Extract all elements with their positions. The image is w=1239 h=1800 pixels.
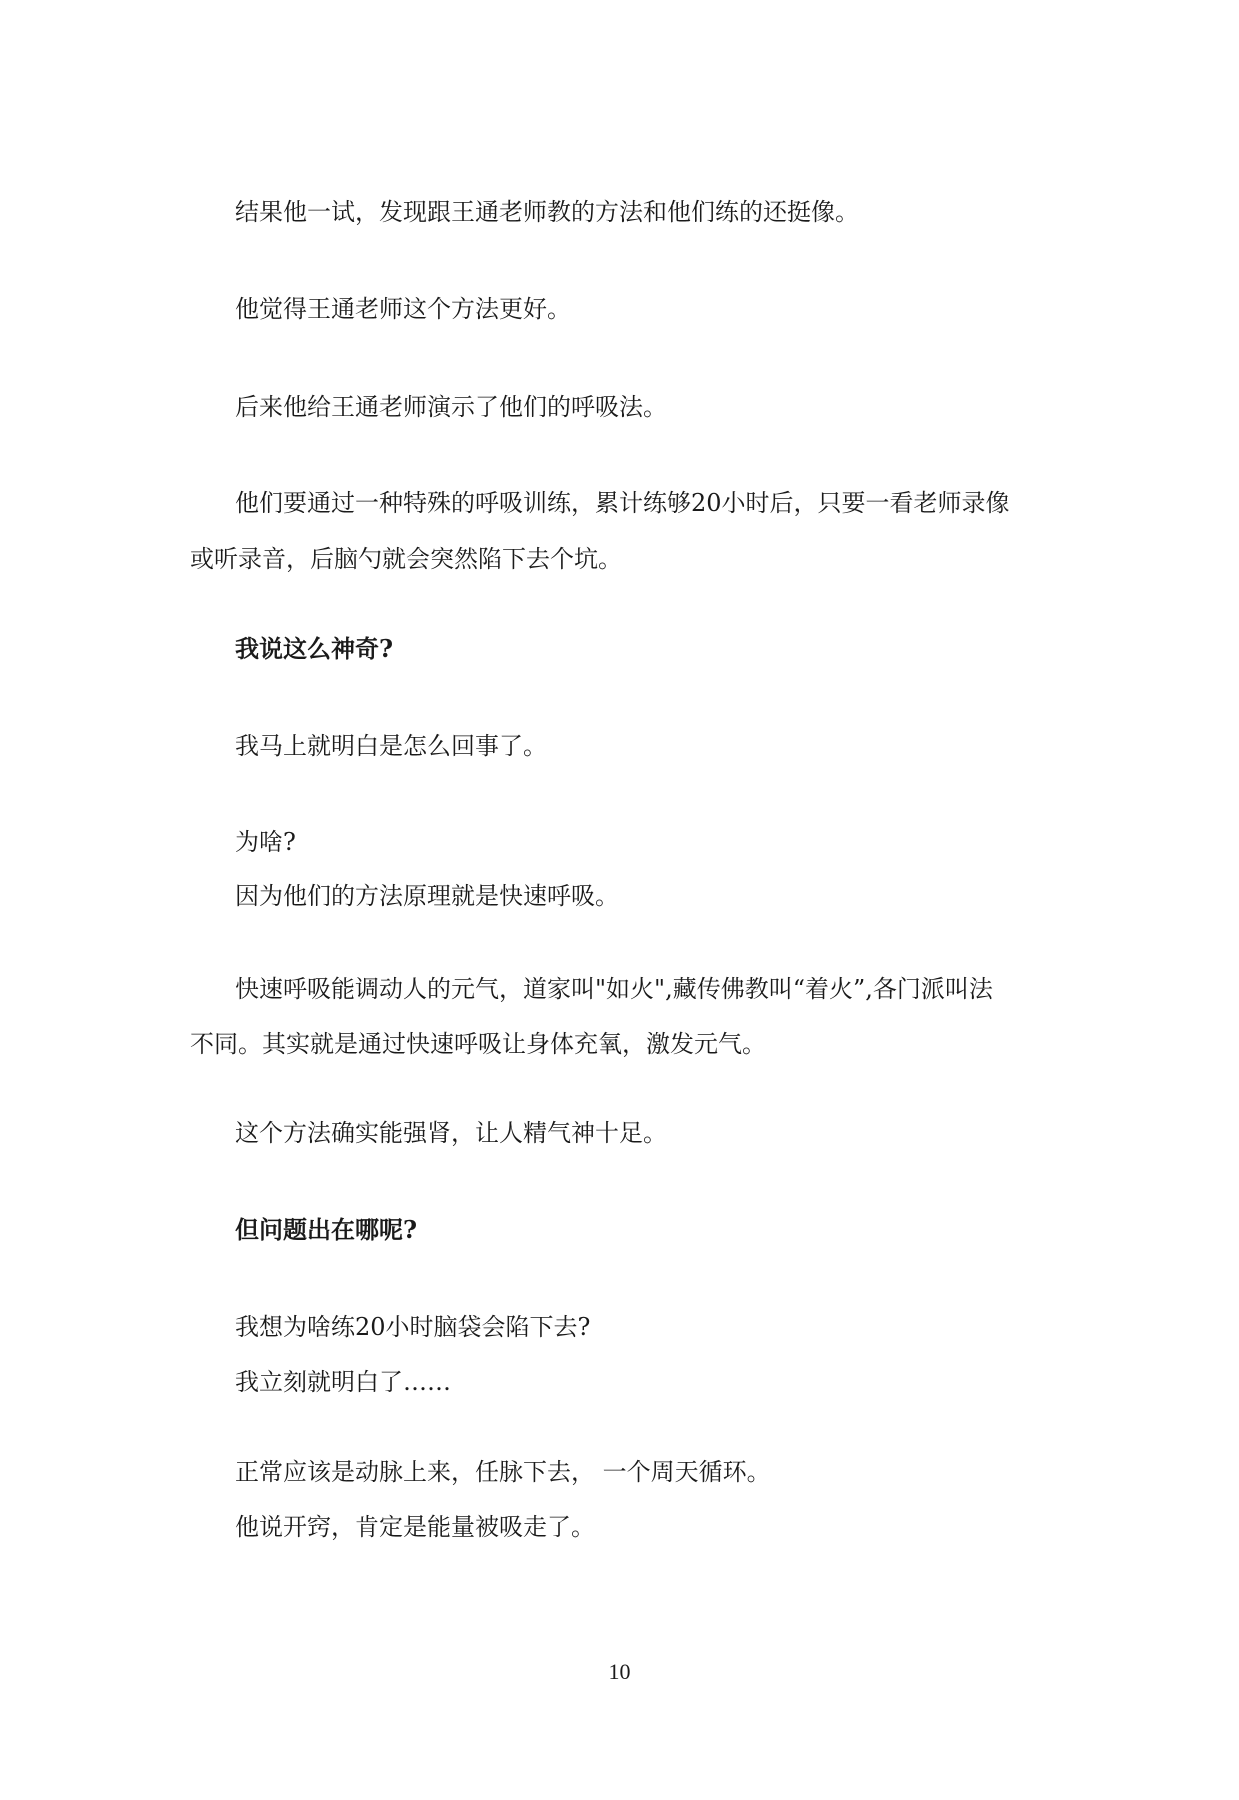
paragraph-line: 因为他们的方法原理就是快速呼吸。: [235, 882, 619, 910]
paragraph-line: 他说开窍，肯定是能量被吸走了。: [235, 1513, 595, 1541]
bold-question: 但问题出在哪呢?: [235, 1215, 418, 1244]
paragraph-line: 我想为啥练20小时脑袋会陷下去?: [235, 1313, 591, 1341]
paragraph-line: 这个方法确实能强肾，让人精气神十足。: [235, 1119, 667, 1147]
paragraph-line: 快速呼吸能调动人的元气，道家叫"如火",藏传佛教叫“着火”,各门派叫法: [235, 975, 993, 1003]
bold-question: 我说这么神奇?: [235, 634, 394, 663]
paragraph-line: 为啥?: [235, 828, 296, 856]
paragraph-line: 后来他给王通老师演示了他们的呼吸法。: [235, 393, 667, 421]
paragraph-line: 他们要通过一种特殊的呼吸训练，累计练够20小时后，只要一看老师录像: [235, 489, 1010, 517]
paragraph-line: 正常应该是动脉上来，任脉下去， 一个周天循环。: [235, 1458, 771, 1486]
paragraph-line: 不同。其实就是通过快速呼吸让身体充氧，激发元气。: [190, 1030, 766, 1058]
paragraph-line: 我立刻就明白了……: [235, 1368, 451, 1396]
paragraph-line: 或听录音，后脑勺就会突然陷下去个坑。: [190, 545, 622, 573]
page-number: 10: [608, 1659, 631, 1684]
paragraph-line: 我马上就明白是怎么回事了。: [235, 732, 547, 760]
paragraph-line: 结果他一试，发现跟王通老师教的方法和他们练的还挺像。: [235, 198, 859, 226]
paragraph-line: 他觉得王通老师这个方法更好。: [235, 295, 571, 323]
